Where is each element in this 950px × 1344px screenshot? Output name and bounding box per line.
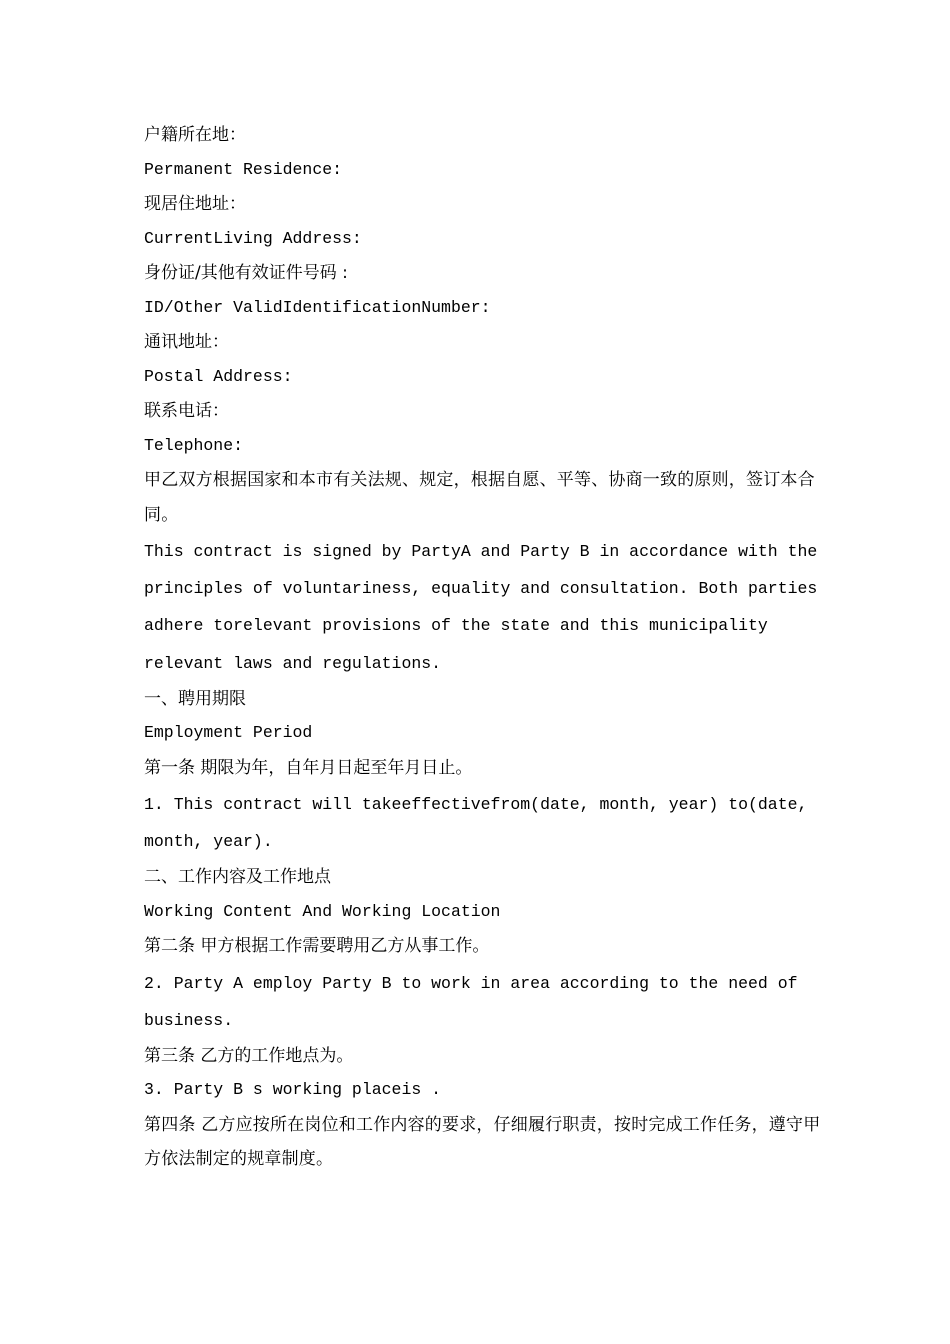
article-2-zh: 第二条 甲方根据工作需要聘用乙方从事工作。: [144, 936, 490, 957]
section-2-heading-en: Working Content And Working Location: [144, 901, 501, 921]
article-1-zh: 第一条 期限为年，自年月日起至年月日止。: [144, 757, 473, 778]
preamble-en: This contract is signed by PartyA and Party B in accordance with the principles of voluntariness, equality and consultation. Both parties adhere torelevant provisions of the state and this municipality relevant laws and regulations.: [144, 542, 818, 673]
label-id-number-zh: 身份证/其他有效证件号码 :: [144, 263, 348, 283]
label-id-number-en: ID/Other ValidIdentificationNumber:: [144, 297, 491, 317]
label-permanent-residence-zh: 户籍所在地：: [144, 125, 246, 145]
article-2-en: 2. Party A employ Party B to work in area according to the need of business.: [144, 973, 798, 1030]
preamble-zh: 甲乙双方根据国家和本市有关法规、规定，根据自愿、平等、协商一致的原则，签订本合同。: [144, 470, 815, 525]
article-3-zh: 第三条 乙方的工作地点为。: [144, 1045, 354, 1066]
article-4-zh: 第四条 乙方应按所在岗位和工作内容的要求，仔细履行职责，按时完成工作任务，遵守甲方依法制定的规章制度。: [144, 1114, 821, 1170]
section-1-heading-zh: 一、聘用期限: [144, 688, 246, 709]
section-1-heading-en: Employment Period: [144, 723, 313, 743]
article-3-en: 3. Party B s working placeis .: [144, 1080, 442, 1100]
document-body: [144, 118, 824, 1177]
label-telephone-zh: 联系电话：: [144, 401, 229, 421]
label-telephone-en: Telephone:: [144, 435, 244, 455]
label-postal-address-zh: 通讯地址：: [144, 332, 229, 352]
section-2-heading-zh: 二、工作内容及工作地点: [144, 867, 331, 888]
label-postal-address-en: Postal Address:: [144, 366, 293, 386]
article-1-en: 1. This contract will takeeffectivefrom(date, month, year) to(date, month, year).: [144, 795, 808, 852]
label-permanent-residence-en: Permanent Residence:: [144, 159, 343, 179]
label-current-address-zh: 现居住地址：: [144, 194, 246, 214]
label-current-address-en: CurrentLiving Address:: [144, 228, 362, 248]
